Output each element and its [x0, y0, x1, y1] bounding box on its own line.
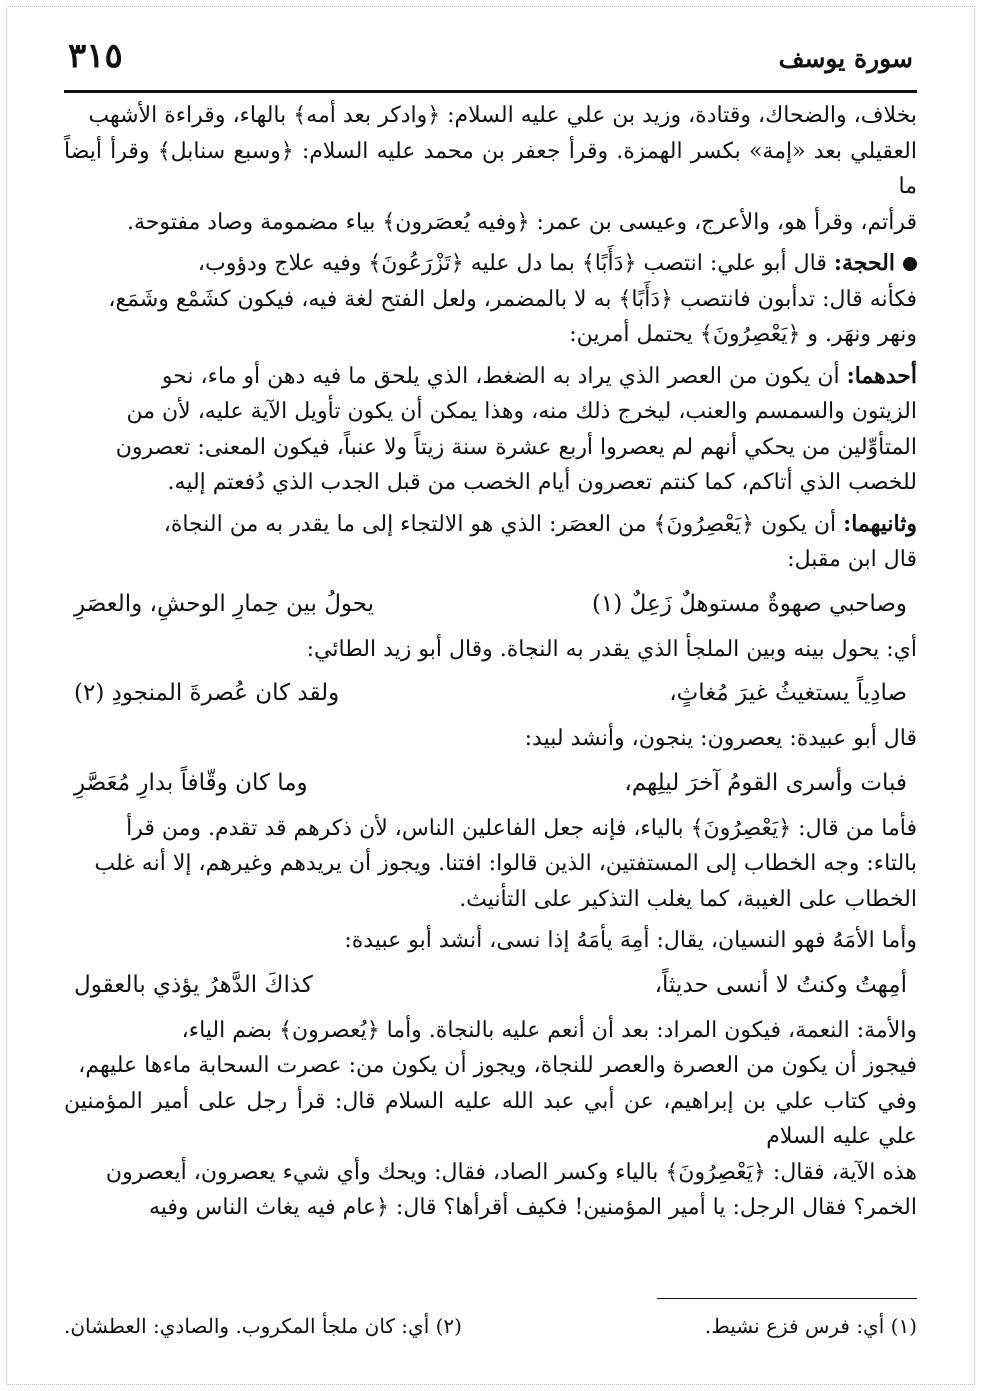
verse-hemistich: كذاكَ الدَّهرُ يؤذي بالعقول [74, 971, 313, 998]
text-line: بخلاف، والضحاك، وقتادة، وزيد بن علي عليه السلام: ﴿وادكر بعد أمه﴾ بالهاء، وقراءة الأشهب [88, 103, 917, 128]
text-span: أن يكون ﴿يَعْصِرُونَ﴾ من العصَر: الذي هو الالتجاء إلى ما يقدر به من النجاة، [163, 511, 837, 537]
text-span: أن يكون من العصر الذي يراد به الضغط، الذي يلحق ما فيه دهن أو ماء، نحو [161, 363, 840, 389]
text-line: فيجوز أن يكون من العصرة والعصر للنجاة، ويجوز أن يكون من: عصرت السحابة ماءها عليهم، [78, 1053, 917, 1078]
verse-hemistich: أمِهتُ وكنتُ لا أنسى حديثاً، [654, 971, 907, 998]
header-rule [64, 90, 917, 93]
verse-hemistich: وصاحبي صهوةٌ مستوهلٌ زَعِلٌ (١) [591, 590, 907, 617]
section-heading: الحجة: [833, 250, 895, 276]
paragraph-explain [64, 632, 917, 668]
footnote-rule [657, 1298, 917, 1299]
verse-ibn-muqbil [64, 584, 917, 624]
text-line: وأما الأمَهُ فهو النسيان، يقال: أمِهَ يأمَهُ إذا نسى، أنشد أبو عبيدة: [344, 928, 917, 953]
verse-labid [64, 763, 917, 803]
footnote-2: (٢) أي: كان ملجأ المكروب. والصادي: العطشان. [64, 1314, 462, 1338]
bullet-icon [903, 257, 917, 271]
text-line: قال ابن مقبل: [787, 547, 917, 572]
text-line: الخمر؟ فقال الرجل: يا أمير المؤمنين! فكيف أقرأها؟ قال: ﴿عام فيه يغاث الناس وفيه [148, 1195, 917, 1220]
section-heading: أحدهما: [846, 362, 917, 389]
paragraph-abu-ubayda [64, 721, 917, 757]
verse-abu-zayd [64, 673, 917, 713]
text-line: فكأنه قال: تدأبون فانتصب ﴿دَأَبًا﴾ به لا بالمضمر، ولعل الفتح لغة فيه، فيكون كشَمْع وشَمَع، [108, 286, 917, 312]
page-body [64, 98, 917, 1232]
paragraph-amah [64, 923, 917, 959]
verse-hemistich: فبات وأسرى القومُ آخرَ ليلِهم، [624, 769, 907, 796]
text-line: هذه الآية، فقال: ﴿يَعْصِرُونَ﴾ بالياء وكسر الصاد، فقال: ويحك وأي شيء يعصرون، أيعصرون [105, 1159, 917, 1185]
text-line: وفي كتاب علي بن إبراهيم، عن أبي عبد الله عليه السلام قال: قرأ رجل على أمير المؤمنين علي عليه السلام [64, 1088, 917, 1149]
paragraph-first [64, 359, 917, 501]
paragraph-ummah [64, 1013, 917, 1226]
verse-amihtu [64, 965, 917, 1005]
paragraph-readings [64, 98, 917, 240]
verse-hemistich: يحولُ بين حِمارِ الوحشِ، والعصَرِ [74, 590, 375, 617]
page-header [68, 30, 913, 82]
text-line: الخطاب على الغيبة، كما يغلب التذكير على التأنيث. [459, 886, 917, 912]
text-line: للخصب الذي أتاكم، كما كنتم تعصرون أيام الخصب من قبل الجدب الذي دُفعتم إليه. [167, 470, 917, 495]
text-line: والأمة: النعمة، فيكون المراد: بعد أن أنعم عليه بالنجاة. وأما ﴿يُعصرون﴾ بضم الياء، [181, 1017, 917, 1043]
section-heading: وثانيهما: [843, 510, 917, 537]
text-line: قال أبو عبيدة: يعصرون: ينجون، وأنشد لبيد: [524, 726, 917, 751]
verse-hemistich: صادِياً يستغيثُ غيرَ مُغاثٍ، [669, 680, 907, 706]
paragraph-hujja [64, 246, 917, 353]
text-span: قال أبو علي: انتصب ﴿دَأَبًا﴾ بما دل عليه ﴿تَزْرَعُونَ﴾ وفيه علاج ودؤوب، [197, 251, 827, 276]
page-number: ٣١٥ [68, 36, 123, 76]
text-line: المتأوِّلين من يحكي أنهم لم يعصروا أربع عشرة سنة زيتاً ولا عنباً، فيكون المعنى: تعصرون [115, 434, 917, 460]
footnote-1: (١) أي: فرس فزع نشيط. [704, 1314, 917, 1338]
text-line [64, 359, 917, 395]
text-line: فأما من قال: ﴿يَعْصِرُونَ﴾ بالياء، فإنه جعل الفاعلين الناس، لأن ذكرهم قد تقدم. ومن قرأ [126, 815, 917, 841]
paragraph-reading-ya [64, 811, 917, 918]
surah-title: سورة يوسف [778, 44, 913, 73]
footnotes [64, 1314, 917, 1338]
paragraph-second [64, 507, 917, 578]
verse-hemistich: ولقد كان عُصرةَ المنجودِ (٢) [74, 680, 340, 706]
text-line: بالتاء: وجه الخطاب إلى المستفتين، الذين قالوا: افتنا. ويجوز أن يريدهم وغيرهم، إلا أنه غلب [94, 851, 917, 876]
text-line: الزيتون والسمسم والعنب، ليخرج ذلك منه، وهذا يمكن أن يكون تأويل الآية عليه، لأن من [126, 399, 917, 424]
text-line: ونهر ونهَر. و ﴿يَعْصِرُونَ﴾ يحتمل أمرين: [569, 322, 917, 347]
text-line: العقيلي بعد «إمة» بكسر الهمزة. وقرأ جعفر بن محمد عليه السلام: ﴿وسبع سنابل﴾ وقرأ أيضاً ما [64, 138, 917, 199]
text-line: قرأتم، وقرأ هو، والأعرج، وعيسى بن عمر: ﴿وفيه يُعصَرون﴾ بياء مضمومة وصاد مفتوحة. [126, 209, 917, 235]
text-line [64, 246, 917, 282]
text-line: أي: يحول بينه وبين الملجأ الذي يقدر به النجاة. وقال أبو زيد الطائي: [306, 636, 917, 662]
verse-hemistich: وما كان وقّافاً بدارِ مُعَصَّرِ [74, 769, 308, 796]
text-line [64, 507, 917, 543]
